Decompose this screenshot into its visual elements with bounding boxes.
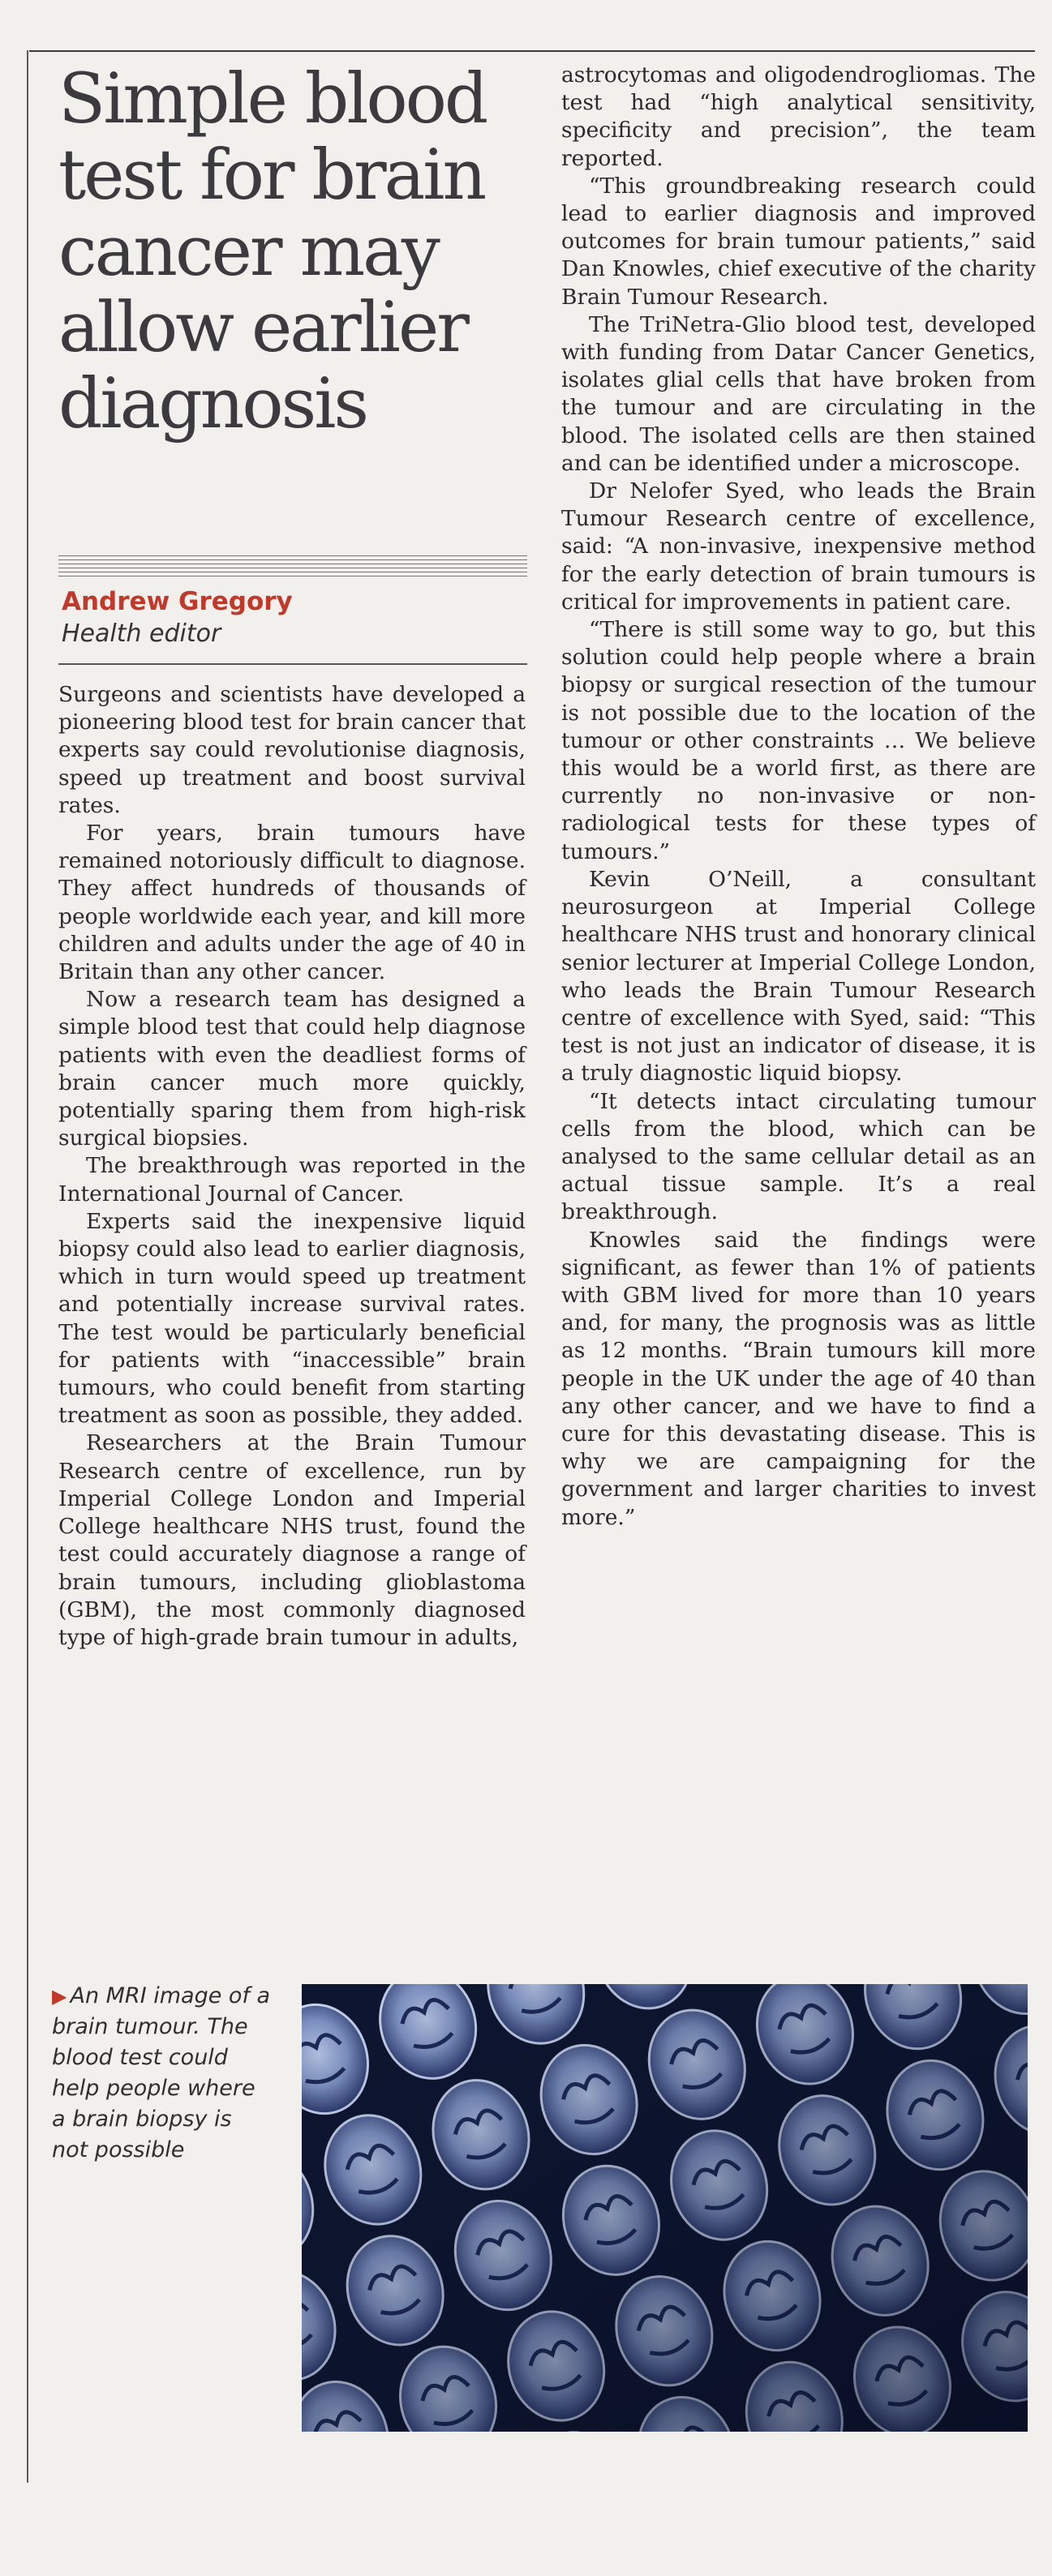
paragraph: Experts said the inexpensive liquid biopsy could also lead to earlier diagnosis, which in turn would speed up treatment and potentially increase survival rates. The test would be particularly beneficial for patients with “inaccessible” brain tumours, who could benefit from starting treatment as soon as possible, they added. (58, 1208, 526, 1429)
paragraph: The TriNetra-Glio blood test, developed with funding from Datar Cancer Genetics, isolates glial cells that have broken from the tumour and are circulating in the blood. The isolated cells are then stained and can be identified under a microscope. (561, 311, 1036, 476)
author-name: Andrew Gregory (62, 587, 293, 616)
paragraph: “This groundbreaking research could lead to earlier diagnosis and improved outcomes for brain tumour patients,” said Dan Knowles, chief executive of the charity Brain Tumour Research. (561, 173, 1036, 310)
paragraph: “There is still some way to go, but this solution could help people where a brain biopsy or surgical resection of the tumour is not possible due to the location of the tumour or other constraints … We believe this would be a world first, as there are currently no non-invasive or non-radiological tests for these types of tumours.” (561, 617, 1036, 864)
photo-vignette (302, 1984, 1028, 2432)
byline-rule-lines (58, 555, 527, 578)
paragraph: Researchers at the Brain Tumour Research centre of excellence, run by Imperial College London and Imperial College healthcare NHS trust, found the test could accurately diagnose a range of brain tumours, including glioblastoma (GBM), the most commonly diagnosed type of high-grade brain tumour in adults, (58, 1430, 526, 1650)
photo-caption (52, 1981, 271, 2166)
paragraph: Dr Nelofer Syed, who leads the Brain Tumour Research centre of excellence, said: “A non-invasive, inexpensive method for the early detection of brain tumours is critical for improvements in patient care. (561, 478, 1036, 615)
headline: Simple blood test for brain cancer may allow earlier diagnosis (58, 59, 487, 444)
caption-triangle-icon: ▶ (52, 1985, 67, 2008)
paragraph: The breakthrough was reported in the International Journal of Cancer. (58, 1153, 526, 1207)
caption-text: An MRI image of a brain tumour. The blood test could help people where a brain biopsy is not possible (52, 1983, 271, 2162)
paragraph: astrocytomas and oligodendrogliomas. The test had “high analytical sensitivity, specificity and precision”, the team reported. (561, 62, 1036, 171)
author-role: Health editor (62, 619, 221, 648)
mri-photo (302, 1984, 1028, 2432)
left-rule (27, 50, 28, 2483)
top-rule (29, 50, 1035, 52)
article-column-1 (58, 681, 526, 1652)
paragraph: “It detects intact circulating tumour cells from the blood, which can be analysed to the same cellular detail as an actual tissue sample. It’s a real breakthrough. (561, 1088, 1036, 1225)
paragraph: Knowles said the findings were significant, as fewer than 1% of patients with GBM lived for more than 10 years and, for many, the prognosis was as little as 12 months. “Brain tumours kill more people in the UK under the age of 40 than any other cancer, and we have to find a cure for this devastating disease. This is why we are campaigning for the government and larger charities to invest more.” (561, 1227, 1036, 1530)
article-column-2 (561, 62, 1036, 1532)
paragraph: Kevin O’Neill, a consultant neurosurgeon at Imperial College healthcare NHS trust and honorary clinical senior lecturer at Imperial College London, who leads the Brain Tumour Research centre of excellence with Syed, said: “This test is not just an indicator of disease, it is a truly diagnostic liquid biopsy. (561, 866, 1036, 1087)
column-rule (58, 663, 527, 665)
paragraph: For years, brain tumours have remained notoriously difficult to diagnose. They affect hundreds of thousands of people worldwide each year, and kill more children and adults under the age of 40 in Britain than any other cancer. (58, 821, 526, 985)
paragraph: Surgeons and scientists have developed a pioneering blood test for brain cancer that experts say could revolutionise diagnosis, speed up treatment and boost survival rates. (58, 682, 526, 818)
mri-scan-image (302, 1984, 1028, 2432)
paragraph: Now a research team has designed a simple blood test that could help diagnose patients with even the deadliest forms of brain cancer much more quickly, potentially sparing them from high-risk surgical biopsies. (58, 987, 526, 1151)
